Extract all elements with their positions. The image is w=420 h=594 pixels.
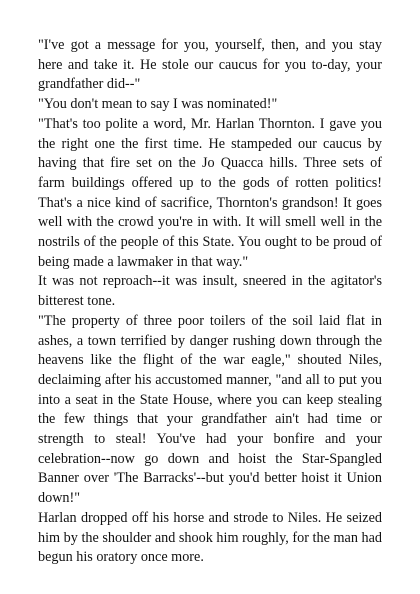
paragraph: "The property of three poor toilers of the soil laid flat in ashes, a town terrified by danger rushing down through the heavens like the flight of the war eagle," shouted Niles, declaiming after his accustomed manner, "and all to put you into a seat in the State House, where you can keep stealing the few things that your grandfather ain't had time or strength to steal! You've had your bonfire and your celebration--now go down and hoist the Star-Spangled Banner over 'The Barracks'--but you'd better hoist it Union down!" (38, 312, 382, 507)
paragraph: Harlan dropped off his horse and strode to Niles. He seized him by the shoulder and shook him roughly, for the man had begun his oratory once more. (38, 509, 382, 566)
paragraph: "You don't mean to say I was nominated!" (38, 96, 278, 113)
paragraph: "That's too polite a word, Mr. Harlan Thornton. I gave you the right one the first time. He stampeded our caucus by having that fire set on the Jo Quacca hills. Three sets of farm buildings offered up to the gods of rotten politics! That's a nice kind of sacrifice, Thornton's grandson! It goes well with the crowd you're in with. It will smell well in the nostrils of the people of this State. You ought to be proud of being made a lawmaker in that way." (38, 115, 382, 270)
paragraph: It was not reproach--it was insult, sneered in the agitator's bitterest tone. (38, 273, 382, 310)
paragraph: "I've got a message for you, yourself, then, and you stay here and take it. He stole our caucus for you to-day, your grandfather did--" (38, 37, 382, 93)
page-text (38, 36, 382, 568)
